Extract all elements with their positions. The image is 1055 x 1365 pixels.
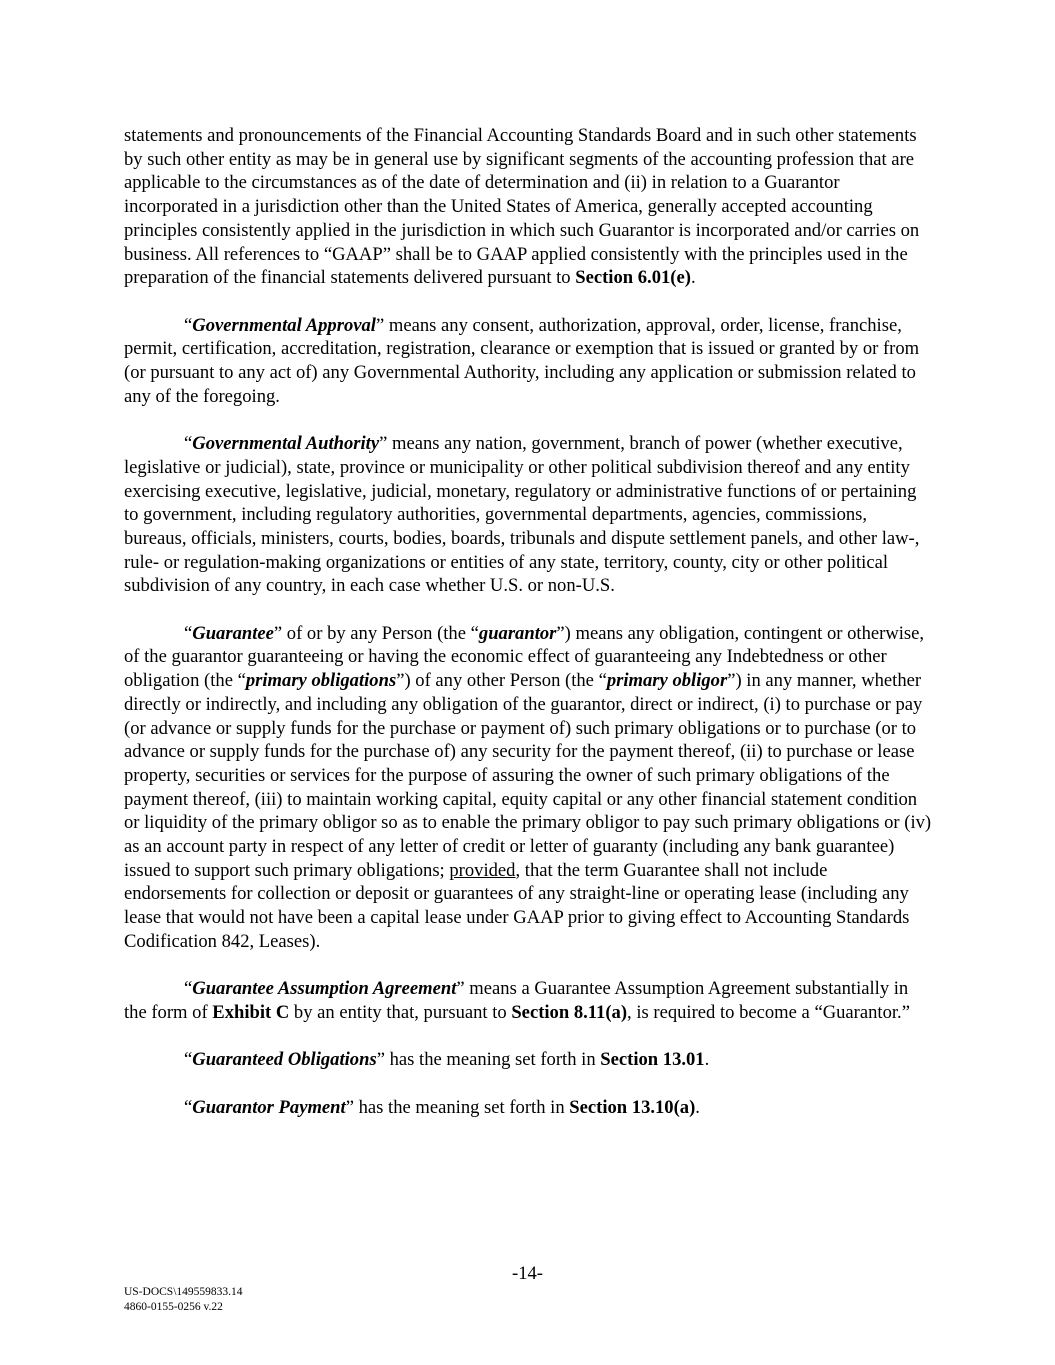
text: ” means any nation, government, branch of power (whether executive, legislative or judicial), state, province or municipality or other political subdivision thereof and any entity exercising executive, legislative, judicial, monetary, regulatory or administrative functions of or pertaining to government, including regulatory authorities, governmental departments, agencies, commissions, bureaus, officials, ministers, courts, bodies, boards, tribunals and dispute settlement panels, and other law-, rule- or regulation-making organizations or entities of any state, territory, county, city or other political subdivision of any country, in each case whether U.S. or non-U.S.	[124, 433, 920, 597]
paragraph-gaap-continuation	[124, 124, 934, 290]
underlined-term: provided	[449, 859, 516, 881]
text: .	[690, 267, 696, 289]
defined-term: primary obligations	[245, 670, 397, 692]
defined-term: Guarantee	[192, 622, 274, 644]
text: statements and pronouncements of the Financial Accounting Standards Board and in such other statements by such other entity as may be in general use by significant segments of the accounting profession that are applicable to the circumstances as of the date of determination and (ii) in relation to a Guarantor incorporated in a jurisdiction other than the United States of America, generally accepted accounting principles consistently applied in the jurisdiction in which such Guarantor is incorporated and/or carries on business. All references to “GAAP” shall be to GAAP applied consistently with the principles used in the preparation of the financial statements delivered pursuant to	[124, 125, 920, 289]
text: .	[695, 1096, 700, 1118]
defined-term: Guaranteed Obligations	[192, 1049, 377, 1071]
text: “	[184, 433, 193, 455]
text: ”) in any manner, whether directly or indirectly, and including any obligation of the guarantor, direct or indirect, (i) to purchase or pay (or advance or supply funds for the purchase or payment of) such primary obligations or to purchase (or to advance or supply funds for the purchase of) any security for the payment thereof, (ii) to purchase or lease property, securities or services for the purpose of assuring the owner of such primary obligations of the payment thereof, (iii) to maintain working capital, equity capital or any other financial statement condition or liquidity of the primary obligor so as to enable the primary obligor to pay such primary obligations or (iv) as an account party in respect of any letter of credit or letter of guaranty (including any bank guarantee) issued to support such primary obligations;	[124, 670, 932, 881]
defined-term: Governmental Approval	[192, 314, 376, 336]
defined-term: primary obligor	[606, 670, 728, 692]
document-body	[124, 124, 934, 1143]
paragraph-governmental-approval	[124, 314, 934, 409]
paragraph-guarantee	[124, 622, 934, 954]
text: ” means a Guarantee Assumption Agreement substantially in the form of	[124, 978, 909, 1023]
text: ” has the meaning set forth in	[376, 1049, 601, 1071]
text: “	[184, 1096, 193, 1118]
section-reference: Section 13.10(a)	[569, 1096, 696, 1118]
exhibit-reference: Exhibit C	[212, 1001, 290, 1023]
paragraph-guarantor-payment	[124, 1096, 934, 1120]
paragraph-guarantee-assumption-agreement	[124, 977, 934, 1024]
text: , that the term Guarantee shall not include endorsements for collection or deposit or guarantees of any straight-line or operating lease (including any lease that would not have been a capital lease under GAAP prior to giving effect to Accounting Standards Codification 842, Leases).	[124, 859, 910, 952]
defined-term: guarantor	[478, 622, 557, 644]
text: , is required to become a “Guarantor.”	[627, 1001, 910, 1023]
text: ”) of any other Person (the “	[396, 670, 607, 692]
text: “	[184, 1049, 193, 1071]
section-reference: Section 13.01	[600, 1049, 705, 1071]
text: “	[184, 314, 193, 336]
page-number: -14-	[512, 1263, 543, 1284]
text: .	[704, 1049, 710, 1071]
text: ” means any consent, authorization, approval, order, license, franchise, permit, certification, accreditation, registration, clearance or exemption that is issued or granted by or from (or pursuant to any act of) any Governmental Authority, including any application or submission related to any of the foregoing.	[124, 314, 920, 407]
section-reference: Section 6.01(e)	[575, 267, 691, 289]
text: “	[184, 622, 193, 644]
document-id-line-1: US-DOCS\149559833.14	[124, 1286, 243, 1298]
paragraph-governmental-authority	[124, 432, 934, 598]
text: by an entity that, pursuant to	[289, 1001, 512, 1023]
document-id	[124, 1285, 243, 1314]
text: ” of or by any Person (the “	[273, 622, 479, 644]
document-id-line-2: 4860-0155-0256 v.22	[124, 1300, 223, 1313]
defined-term: Guarantor Payment	[192, 1096, 346, 1118]
section-reference: Section 8.11(a)	[511, 1001, 628, 1023]
paragraph-guaranteed-obligations	[124, 1048, 934, 1072]
text: ” has the meaning set forth in	[345, 1096, 570, 1118]
defined-term: Guarantee Assumption Agreement	[192, 978, 457, 1000]
text: “	[184, 978, 193, 1000]
text: ”) means any obligation, contingent or otherwise, of the guarantor guaranteeing or having the economic effect of guaranteeing any Indebtedness or other obligation (the “	[124, 622, 925, 692]
defined-term: Governmental Authority	[192, 433, 380, 455]
